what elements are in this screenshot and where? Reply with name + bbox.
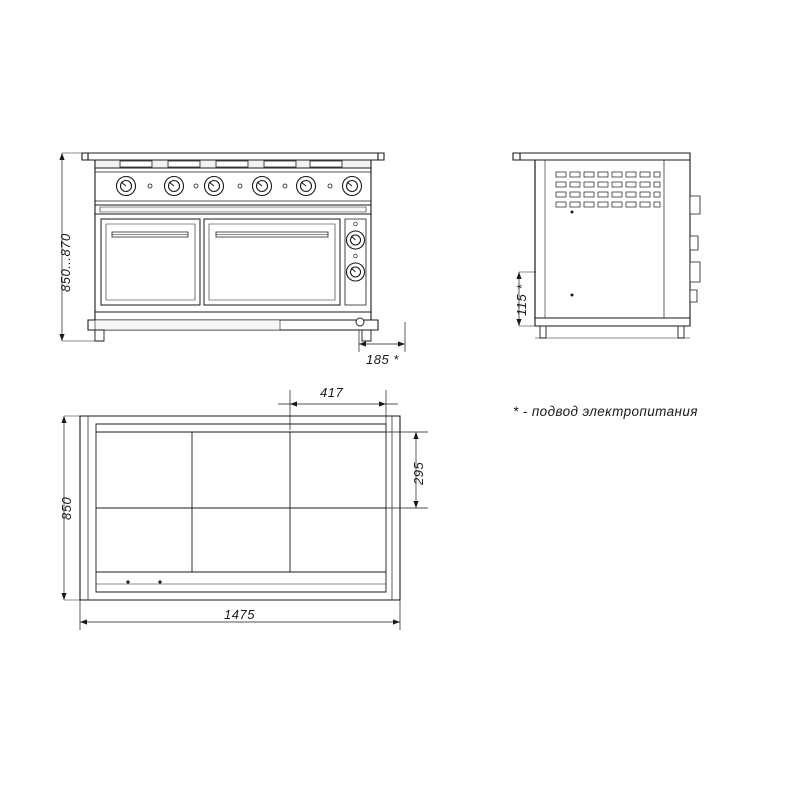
power-supply-note: * - подвод электропитания <box>513 404 698 419</box>
top-width-label: 1475 <box>224 607 255 622</box>
top-inner-depth-label: 295 <box>411 461 426 485</box>
side-height-label: 115 * <box>514 284 529 316</box>
front-height-label: 850...870 <box>58 233 73 292</box>
top-depth-label: 850 <box>59 496 74 520</box>
side-view <box>513 153 700 338</box>
top-inner-width-label: 417 <box>320 385 344 400</box>
front-offset-label: 185 * <box>366 352 399 367</box>
front-view <box>82 153 384 341</box>
top-view <box>80 416 400 600</box>
